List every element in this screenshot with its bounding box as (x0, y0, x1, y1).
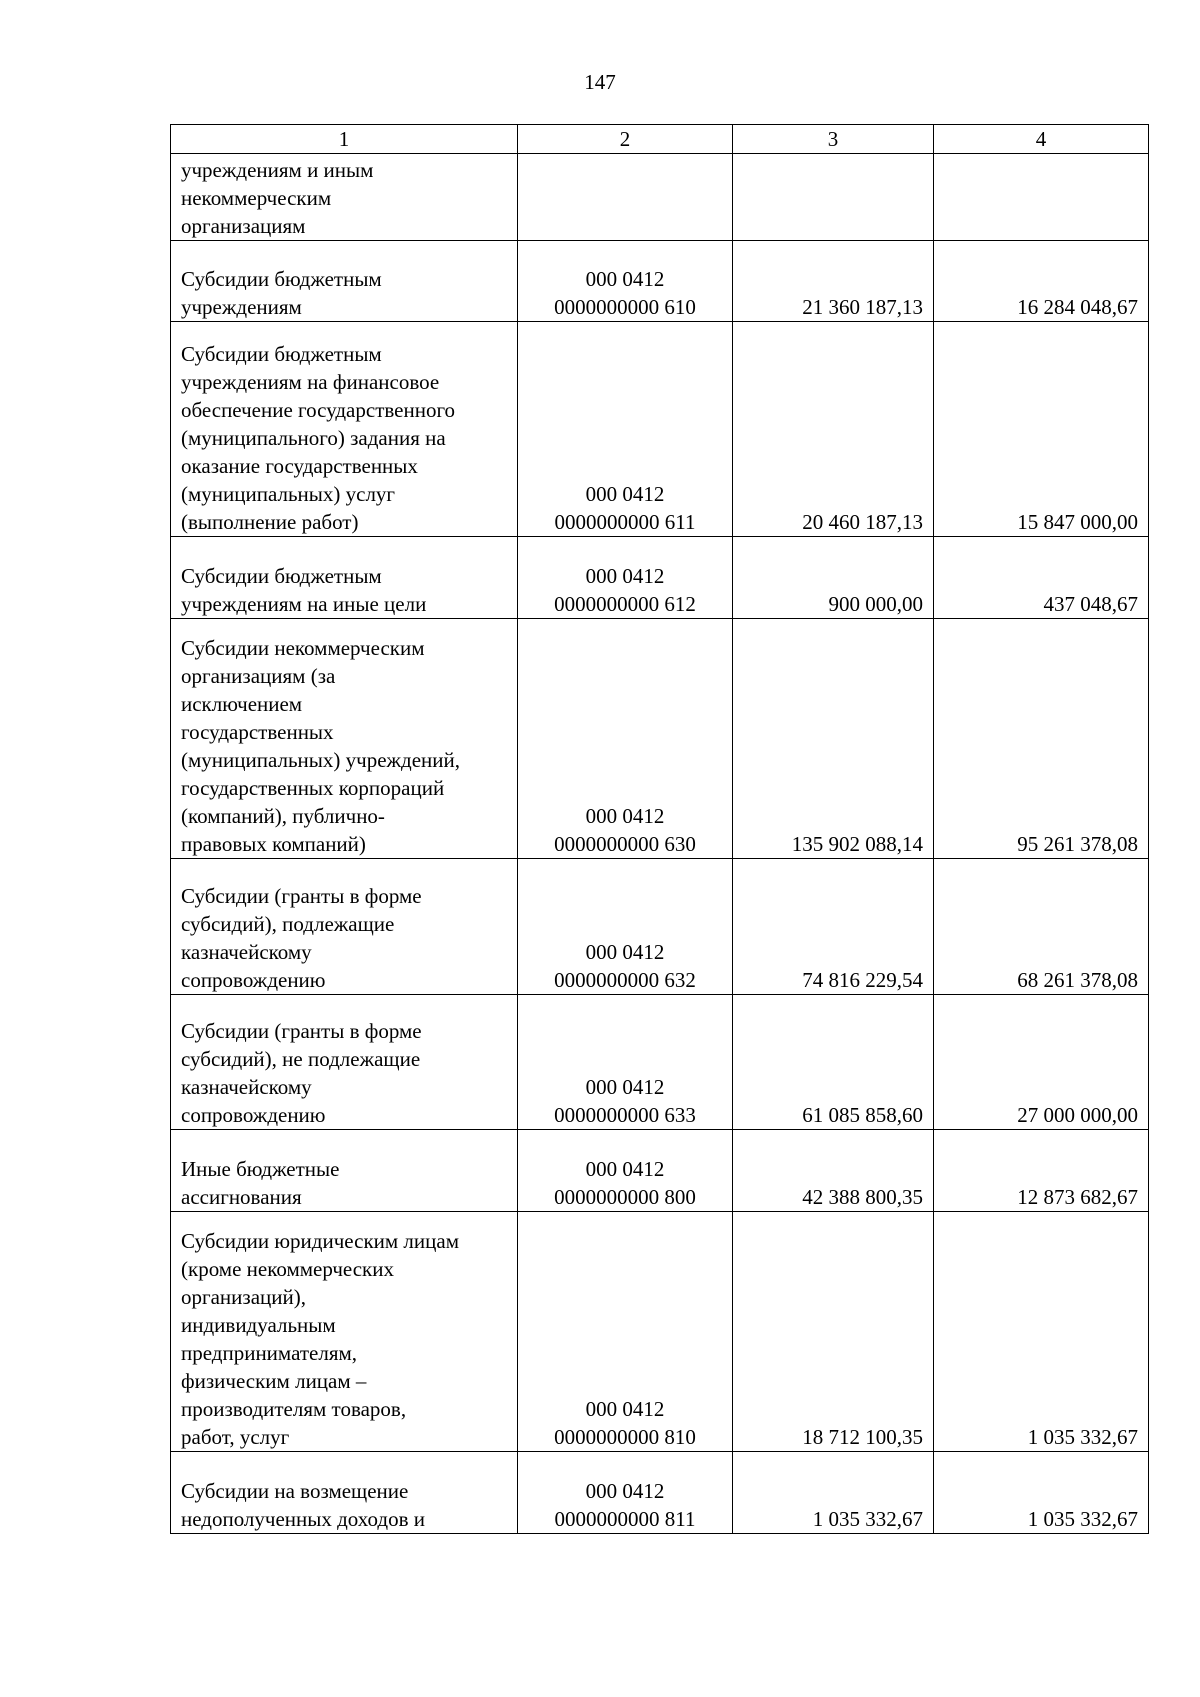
row-name: Субсидии (гранты в форме субсидий), подлежащие казначейскому сопровождению (171, 859, 518, 995)
row-name: Субсидии бюджетным учреждениям (171, 241, 518, 322)
row-value-col3 (733, 154, 934, 241)
budget-table (170, 124, 1149, 1534)
row-value-col4: 1 035 332,67 (934, 1212, 1149, 1452)
row-value-col3: 74 816 229,54 (733, 859, 934, 995)
row-name: Субсидии некоммерческим организациям (за исключением государственных (муниципальных) учреждений, государственных корпораций (компаний), публично- правовых компаний) (171, 619, 518, 859)
column-header-1: 1 (171, 125, 518, 154)
table-row (171, 154, 1149, 241)
table-row (171, 1212, 1149, 1452)
row-value-col4: 16 284 048,67 (934, 241, 1149, 322)
row-value-col4: 1 035 332,67 (934, 1452, 1149, 1534)
row-name: Иные бюджетные ассигнования (171, 1130, 518, 1212)
row-code: 000 0412 0000000000 632 (518, 859, 733, 995)
row-name: Субсидии (гранты в форме субсидий), не подлежащие казначейскому сопровождению (171, 995, 518, 1130)
row-code: 000 0412 0000000000 811 (518, 1452, 733, 1534)
row-code (518, 154, 733, 241)
row-name: учреждениям и иным некоммерческим организациям (171, 154, 518, 241)
row-value-col3: 42 388 800,35 (733, 1130, 934, 1212)
row-value-col3: 21 360 187,13 (733, 241, 934, 322)
row-name: Субсидии на возмещение недополученных доходов и (171, 1452, 518, 1534)
row-code: 000 0412 0000000000 800 (518, 1130, 733, 1212)
row-code: 000 0412 0000000000 612 (518, 537, 733, 619)
row-code: 000 0412 0000000000 633 (518, 995, 733, 1130)
row-value-col4: 68 261 378,08 (934, 859, 1149, 995)
column-header-3: 3 (733, 125, 934, 154)
table-row (171, 1130, 1149, 1212)
table-row (171, 619, 1149, 859)
row-code: 000 0412 0000000000 810 (518, 1212, 733, 1452)
row-value-col4 (934, 154, 1149, 241)
table-row (171, 859, 1149, 995)
row-code: 000 0412 0000000000 611 (518, 322, 733, 537)
row-name: Субсидии юридическим лицам (кроме некоммерческих организаций), индивидуальным предпринимателям, физическим лицам – производителям товаров, работ, услуг (171, 1212, 518, 1452)
row-value-col4: 437 048,67 (934, 537, 1149, 619)
row-value-col3: 900 000,00 (733, 537, 934, 619)
row-code: 000 0412 0000000000 610 (518, 241, 733, 322)
row-value-col4: 12 873 682,67 (934, 1130, 1149, 1212)
row-name: Субсидии бюджетным учреждениям на финансовое обеспечение государственного (муниципального) задания на оказание государственных (муниципальных) услуг (выполнение работ) (171, 322, 518, 537)
table-row (171, 537, 1149, 619)
table-row (171, 241, 1149, 322)
column-header-2: 2 (518, 125, 733, 154)
table-row (171, 322, 1149, 537)
row-value-col3: 61 085 858,60 (733, 995, 934, 1130)
row-value-col4: 27 000 000,00 (934, 995, 1149, 1130)
row-value-col3: 18 712 100,35 (733, 1212, 934, 1452)
page-number: 147 (584, 70, 616, 94)
row-value-col4: 15 847 000,00 (934, 322, 1149, 537)
row-value-col4: 95 261 378,08 (934, 619, 1149, 859)
table-row (171, 995, 1149, 1130)
table-row (171, 1452, 1149, 1534)
row-value-col3: 20 460 187,13 (733, 322, 934, 537)
row-value-col3: 1 035 332,67 (733, 1452, 934, 1534)
row-value-col3: 135 902 088,14 (733, 619, 934, 859)
row-name: Субсидии бюджетным учреждениям на иные цели (171, 537, 518, 619)
row-code: 000 0412 0000000000 630 (518, 619, 733, 859)
column-header-4: 4 (934, 125, 1149, 154)
table-header-row (171, 125, 1149, 154)
